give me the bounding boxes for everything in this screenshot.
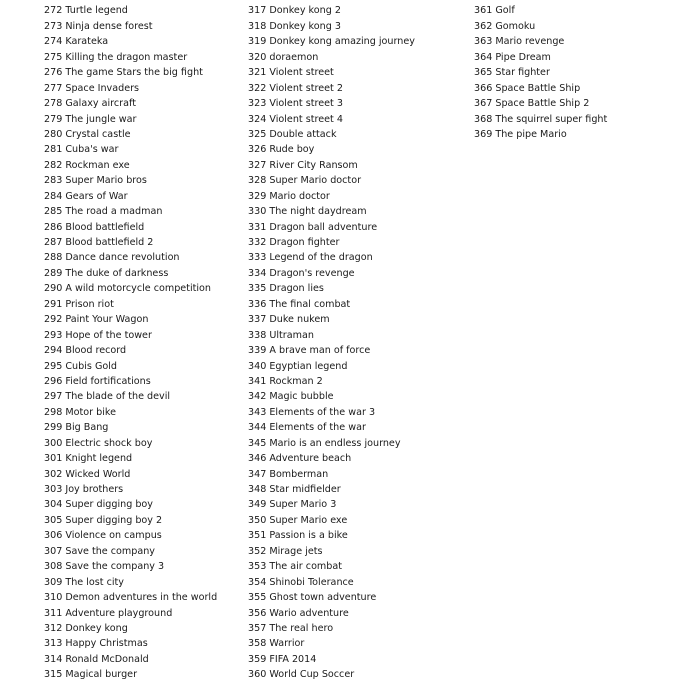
list-item: 336 The final combat	[248, 298, 351, 310]
list-item: 361 Golf	[474, 5, 515, 17]
list-item: 306 Violence on campus	[44, 530, 162, 542]
list-item: 302 Wicked World	[44, 468, 131, 480]
list-item: 358 Warrior	[248, 638, 305, 650]
list-item: 305 Super digging boy 2	[44, 514, 163, 526]
list-item: 348 Star midfielder	[248, 484, 341, 495]
list-item: 349 Super Mario 3	[248, 499, 337, 511]
list-item: 310 Demon adventures in the world	[44, 592, 218, 604]
list-item: 277 Space Invaders	[44, 82, 140, 94]
list-item: 289 The duke of darkness	[44, 267, 169, 279]
list-item: 314 Ronald McDonald	[44, 653, 149, 665]
list-item: 313 Happy Christmas	[44, 638, 148, 650]
list-item: 322 Violent street 2	[248, 82, 343, 94]
list-item: 340 Egyptian legend	[248, 360, 348, 372]
list-item: 329 Mario doctor	[248, 190, 330, 202]
list-item: 356 Wario adventure	[248, 607, 349, 619]
list-item: 275 Killing the dragon master	[44, 51, 188, 63]
list-item: 278 Galaxy aircraft	[44, 98, 136, 110]
list-item: 291 Prison riot	[44, 298, 114, 310]
list-item: 343 Elements of the war 3	[248, 406, 376, 418]
list-item: 368 The squirrel super fight	[474, 113, 608, 125]
list-item: 315 Magical burger	[44, 669, 138, 681]
list-item: 360 World Cup Soccer	[248, 669, 355, 681]
list-item: 301 Knight legend	[44, 453, 133, 465]
list-item: 272 Turtle legend	[44, 5, 128, 17]
list-item: 321 Violent street	[248, 67, 334, 79]
list-item: 320 doraemon	[248, 51, 319, 63]
list-item: 353 The air combat	[248, 561, 343, 573]
list-item: 327 River City Ransom	[248, 159, 358, 171]
list-item: 331 Dragon ball adventure	[248, 221, 378, 233]
list-item: 297 The blade of the devil	[44, 391, 171, 403]
list-item: 330 The night daydream	[248, 206, 367, 218]
list-item: 328 Super Mario doctor	[248, 175, 362, 187]
list-item: 332 Dragon fighter	[248, 237, 340, 248]
list-item: 303 Joy brothers	[44, 484, 124, 495]
list-item: 350 Super Mario exe	[248, 514, 348, 526]
list-item: 308 Save the company 3	[44, 561, 165, 573]
list-item: 294 Blood record	[44, 345, 127, 357]
list-item: 352 Mirage jets	[248, 545, 323, 557]
list-item: 334 Dragon's revenge	[248, 267, 355, 279]
list-item: 279 The jungle war	[44, 113, 137, 125]
list-item: 359 FIFA 2014	[248, 653, 317, 665]
list-item: 299 Big Bang	[44, 422, 109, 434]
list-item: 325 Double attack	[248, 128, 337, 140]
list-item: 298 Motor bike	[44, 406, 117, 418]
list-item: 364 Pipe Dream	[474, 51, 551, 63]
list-item: 365 Star fighter	[474, 67, 550, 79]
list-item: 345 Mario is an endless journey	[248, 437, 401, 449]
list-item: 339 A brave man of force	[248, 345, 371, 357]
list-item: 307 Save the company	[44, 545, 155, 557]
list-item: 292 Paint Your Wagon	[44, 314, 149, 326]
list-item: 273 Ninja dense forest	[44, 20, 153, 32]
list-item: 363 Mario revenge	[474, 36, 565, 48]
list-item: 286 Blood battlefield	[44, 221, 145, 233]
list-item: 354 Shinobi Tolerance	[248, 576, 354, 588]
list-item: 287 Blood battlefield 2	[44, 237, 154, 248]
game-list-column-3	[474, 0, 674, 142]
list-item: 288 Dance dance revolution	[44, 252, 180, 264]
list-item: 335 Dragon lies	[248, 283, 324, 295]
list-item: 296 Field fortifications	[44, 375, 151, 387]
list-item: 295 Cubis Gold	[44, 360, 118, 372]
list-item: 337 Duke nukem	[248, 314, 330, 326]
list-item: 318 Donkey kong 3	[248, 20, 341, 32]
list-item: 347 Bomberman	[248, 468, 329, 480]
list-item: 293 Hope of the tower	[44, 329, 152, 341]
list-item: 281 Cuba's war	[44, 144, 119, 156]
game-list-column-2	[248, 0, 468, 683]
list-item: 369 The pipe Mario	[474, 128, 567, 140]
list-item: 326 Rude boy	[248, 144, 315, 156]
list-item: 367 Space Battle Ship 2	[474, 98, 590, 110]
list-item: 338 Ultraman	[248, 329, 314, 341]
list-item: 274 Karateka	[44, 36, 109, 48]
list-item: 311 Adventure playground	[44, 607, 173, 619]
list-item: 351 Passion is a bike	[248, 530, 348, 542]
list-item: 324 Violent street 4	[248, 113, 343, 125]
list-item: 333 Legend of the dragon	[248, 252, 373, 264]
game-list-column-1	[44, 0, 244, 683]
list-item: 342 Magic bubble	[248, 391, 334, 403]
list-item: 355 Ghost town adventure	[248, 592, 377, 604]
list-item: 362 Gomoku	[474, 20, 536, 32]
list-item: 344 Elements of the war	[248, 422, 366, 434]
list-item: 304 Super digging boy	[44, 499, 153, 511]
list-item: 366 Space Battle Ship	[474, 82, 581, 94]
list-item: 323 Violent street 3	[248, 98, 343, 110]
list-item: 317 Donkey kong 2	[248, 5, 341, 17]
list-item: 319 Donkey kong amazing journey	[248, 36, 415, 48]
list-item: 309 The lost city	[44, 576, 124, 588]
list-item: 290 A wild motorcycle competition	[44, 283, 212, 295]
list-item: 280 Crystal castle	[44, 128, 131, 140]
list-item: 300 Electric shock boy	[44, 437, 153, 449]
list-item: 283 Super Mario bros	[44, 175, 147, 187]
list-item: 346 Adventure beach	[248, 453, 352, 465]
list-item: 285 The road a madman	[44, 206, 163, 218]
list-item: 357 The real hero	[248, 622, 334, 634]
list-item: 341 Rockman 2	[248, 375, 323, 387]
list-item: 282 Rockman exe	[44, 159, 130, 171]
list-item: 312 Donkey kong	[44, 622, 128, 634]
list-item: 284 Gears of War	[44, 190, 128, 202]
list-item: 276 The game Stars the big fight	[44, 67, 203, 79]
